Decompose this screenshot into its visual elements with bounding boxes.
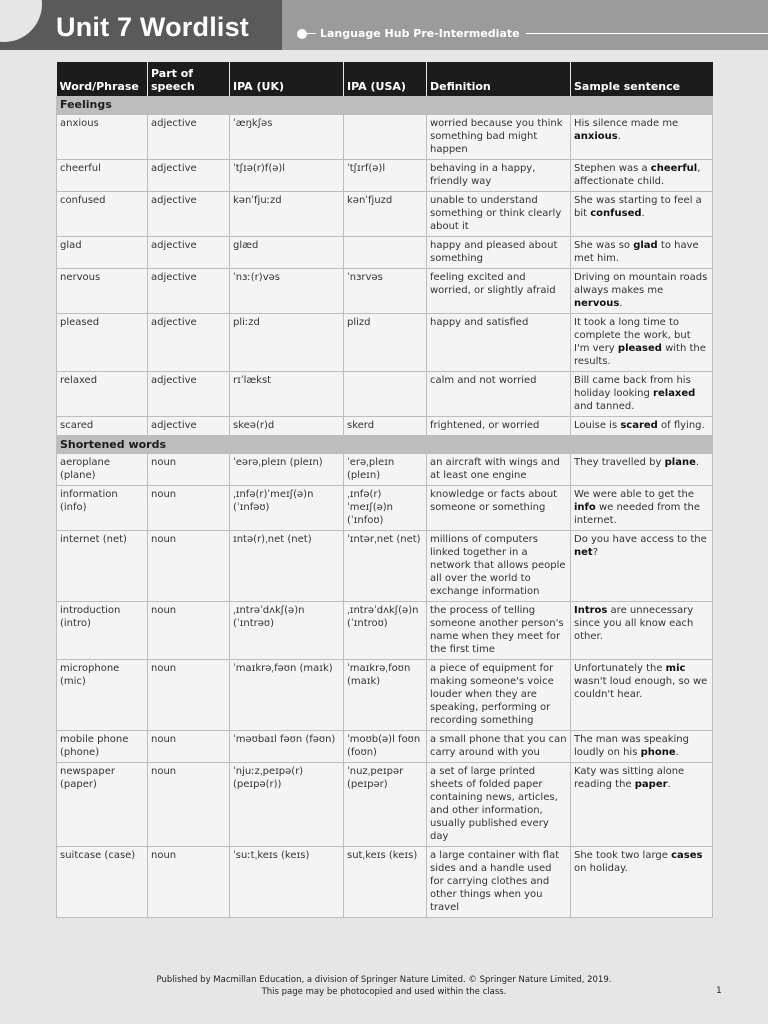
bullet-dot-icon — [297, 29, 307, 39]
ipa-us-cell: ˌɪntrəˈdʌkʃ(ə)n (ˈɪntroʊ) — [344, 601, 427, 659]
definition-cell: an aircraft with wings and at least one engine — [427, 453, 571, 485]
table-row — [57, 530, 713, 601]
ipa-uk-cell: ˈməʊbaɪl fəʊn (fəʊn) — [230, 730, 344, 762]
sentence-text: , affectionate child. — [574, 162, 701, 187]
word-cell: scared — [57, 416, 148, 435]
definition-cell: worried because you think something bad might happen — [427, 114, 571, 159]
sentence-keyword: Intros — [574, 604, 608, 616]
ipa-us-cell: ˈmaɪkrəˌfoʊn (maɪk) — [344, 659, 427, 730]
sentence-text: Stephen was a — [574, 162, 651, 174]
ipa-us-cell: ˈtʃɪrf(ə)l — [344, 159, 427, 191]
part-of-speech-cell: noun — [148, 485, 230, 530]
ipa-uk-cell: glæd — [230, 236, 344, 268]
ipa-uk-cell: ˌɪntrəˈdʌkʃ(ə)n (ˈɪntrəʊ) — [230, 601, 344, 659]
word-cell: suitcase (case) — [57, 846, 148, 917]
sentence-text: Do you have access to the — [574, 533, 707, 545]
ipa-uk-cell: ˈæŋkʃəs — [230, 114, 344, 159]
sentence-text: . — [617, 130, 621, 142]
sample-sentence-cell — [571, 485, 713, 530]
part-of-speech-cell: adjective — [148, 416, 230, 435]
sample-sentence-cell — [571, 730, 713, 762]
sentence-text: to have met him. — [574, 239, 699, 264]
bullet-line — [304, 33, 316, 34]
word-cell: nervous — [57, 268, 148, 313]
table-row — [57, 659, 713, 730]
sentence-text: . — [619, 297, 623, 309]
part-of-speech-cell: adjective — [148, 313, 230, 371]
wordlist-table — [56, 62, 713, 918]
sentence-text: Louise is — [574, 419, 621, 431]
sentence-keyword: confused — [590, 207, 642, 219]
page-header — [0, 0, 768, 50]
sample-sentence-cell — [571, 159, 713, 191]
definition-cell: knowledge or facts about someone or something — [427, 485, 571, 530]
ipa-uk-cell: ɪntə(r)ˌnet (net) — [230, 530, 344, 601]
sentence-text: She was starting to feel a bit — [574, 194, 702, 219]
definition-cell: frightened, or worried — [427, 416, 571, 435]
sample-sentence-cell — [571, 313, 713, 371]
sentence-text: We were able to get the — [574, 488, 694, 500]
sample-sentence-cell — [571, 236, 713, 268]
sentence-text: Bill came back from his holiday looking — [574, 374, 691, 399]
ipa-us-cell — [344, 114, 427, 159]
subtitle-bar — [282, 0, 768, 50]
table-row — [57, 730, 713, 762]
ipa-us-cell: sutˌkeɪs (keɪs) — [344, 846, 427, 917]
word-cell: confused — [57, 191, 148, 236]
table-row — [57, 236, 713, 268]
part-of-speech-cell: adjective — [148, 114, 230, 159]
table-row — [57, 846, 713, 917]
sentence-keyword: anxious — [574, 130, 618, 142]
ipa-uk-cell: pliːzd — [230, 313, 344, 371]
section-title: Feelings — [57, 96, 713, 114]
page-footer — [0, 974, 768, 998]
column-header: Word/Phrase — [57, 62, 148, 96]
page-number: 1 — [716, 986, 722, 996]
word-cell: newspaper (paper) — [57, 762, 148, 846]
table-header-row — [57, 62, 713, 96]
table-row — [57, 601, 713, 659]
word-cell: introduction (intro) — [57, 601, 148, 659]
ipa-uk-cell: ˈsuːtˌkeɪs (keɪs) — [230, 846, 344, 917]
sample-sentence-cell — [571, 453, 713, 485]
sample-sentence-cell — [571, 191, 713, 236]
table-row — [57, 485, 713, 530]
course-subtitle: Language Hub Pre-Intermediate — [320, 27, 520, 40]
ipa-uk-cell: ˈnɜː(r)vəs — [230, 268, 344, 313]
ipa-uk-cell: kənˈfjuːzd — [230, 191, 344, 236]
sentence-keyword: nervous — [574, 297, 620, 309]
sample-sentence-cell — [571, 846, 713, 917]
ipa-us-cell — [344, 236, 427, 268]
ipa-us-cell — [344, 371, 427, 416]
table-row — [57, 114, 713, 159]
column-header: Sample sentence — [571, 62, 713, 96]
sample-sentence-cell — [571, 762, 713, 846]
sentence-keyword: cases — [671, 849, 703, 861]
part-of-speech-cell: adjective — [148, 159, 230, 191]
ipa-uk-cell: ˈmaɪkrəˌfəʊn (maɪk) — [230, 659, 344, 730]
part-of-speech-cell: noun — [148, 730, 230, 762]
sample-sentence-cell — [571, 416, 713, 435]
ipa-us-cell: ˈmoʊb(ə)l foʊn (foʊn) — [344, 730, 427, 762]
ipa-us-cell: ˈnuzˌpeɪpər (peɪpər) — [344, 762, 427, 846]
table-row — [57, 191, 713, 236]
definition-cell: feeling excited and worried, or slightly afraid — [427, 268, 571, 313]
sentence-text: with the results. — [574, 342, 706, 367]
part-of-speech-cell: noun — [148, 601, 230, 659]
ipa-uk-cell: ˌɪnfə(r)ˈmeɪʃ(ə)n (ˈɪnfəʊ) — [230, 485, 344, 530]
sample-sentence-cell — [571, 371, 713, 416]
sentence-keyword: plane — [664, 456, 696, 468]
sentence-text: It took a long time to complete the work, but I'm very — [574, 316, 691, 354]
page-title: Unit 7 Wordlist — [56, 12, 250, 42]
sentence-keyword: glad — [633, 239, 658, 251]
section-header-row — [57, 435, 713, 453]
ipa-uk-cell: ˈeərəˌpleɪn (pleɪn) — [230, 453, 344, 485]
ipa-us-cell: plizd — [344, 313, 427, 371]
part-of-speech-cell: adjective — [148, 371, 230, 416]
part-of-speech-cell: adjective — [148, 236, 230, 268]
sentence-text: . — [641, 207, 645, 219]
part-of-speech-cell: noun — [148, 659, 230, 730]
sentence-text: and tanned. — [574, 400, 635, 412]
sentence-keyword: scared — [620, 419, 658, 431]
definition-cell: a piece of equipment for making someone's voice louder when they are speaking, performing or recording something — [427, 659, 571, 730]
ipa-uk-cell: ˈnjuːzˌpeɪpə(r) (peɪpə(r)) — [230, 762, 344, 846]
photocopy-notice: This page may be photocopied and used within the class. — [261, 987, 507, 997]
sentence-text: She took two large — [574, 849, 672, 861]
sentence-text: She was so — [574, 239, 634, 251]
column-header: IPA (UK) — [230, 62, 344, 96]
sample-sentence-cell — [571, 268, 713, 313]
part-of-speech-cell: noun — [148, 846, 230, 917]
sentence-text: Unfortunately the — [574, 662, 666, 674]
part-of-speech-cell: noun — [148, 530, 230, 601]
ipa-us-cell: ˌɪnfə(r)ˈmeɪʃ(ə)n (ˈɪnfoʊ) — [344, 485, 427, 530]
ipa-us-cell: ˈerəˌpleɪn (pleɪn) — [344, 453, 427, 485]
part-of-speech-cell: adjective — [148, 191, 230, 236]
sentence-text: wasn't loud enough, so we couldn't hear. — [574, 675, 708, 700]
definition-cell: happy and pleased about something — [427, 236, 571, 268]
word-cell: pleased — [57, 313, 148, 371]
word-cell: relaxed — [57, 371, 148, 416]
table-row — [57, 371, 713, 416]
ipa-uk-cell: rɪˈlækst — [230, 371, 344, 416]
sample-sentence-cell — [571, 530, 713, 601]
part-of-speech-cell: adjective — [148, 268, 230, 313]
sentence-keyword: cheerful — [650, 162, 698, 174]
table-row — [57, 762, 713, 846]
definition-cell: happy and satisfied — [427, 313, 571, 371]
sentence-text: on holiday. — [574, 862, 628, 874]
word-cell: mobile phone (phone) — [57, 730, 148, 762]
sentence-text: ? — [592, 546, 598, 558]
ipa-uk-cell: ˈtʃɪə(r)f(ə)l — [230, 159, 344, 191]
definition-cell: a small phone that you can carry around with you — [427, 730, 571, 762]
sentence-text: are unnecessary since you all know each other. — [574, 604, 694, 642]
ipa-us-cell: kənˈfjuzd — [344, 191, 427, 236]
table-row — [57, 416, 713, 435]
sentence-keyword: info — [574, 501, 596, 513]
word-cell: anxious — [57, 114, 148, 159]
sentence-keyword: pleased — [617, 342, 662, 354]
definition-cell: a large container with flat sides and a handle used for carrying clothes and other things when you travel — [427, 846, 571, 917]
definition-cell: the process of telling someone another person's name when they meet for the first time — [427, 601, 571, 659]
sample-sentence-cell — [571, 659, 713, 730]
sentence-keyword: net — [574, 546, 593, 558]
table-row — [57, 268, 713, 313]
sample-sentence-cell — [571, 114, 713, 159]
ipa-uk-cell: skeə(r)d — [230, 416, 344, 435]
word-cell: information (info) — [57, 485, 148, 530]
ipa-us-cell: ˈnɜrvəs — [344, 268, 427, 313]
word-cell: aeroplane (plane) — [57, 453, 148, 485]
subtitle-rule — [526, 33, 768, 34]
definition-cell: behaving in a happy, friendly way — [427, 159, 571, 191]
word-cell: microphone (mic) — [57, 659, 148, 730]
part-of-speech-cell: noun — [148, 762, 230, 846]
sentence-text: His silence made me — [574, 117, 679, 129]
section-header-row — [57, 96, 713, 114]
sentence-keyword: phone — [640, 746, 676, 758]
table-row — [57, 453, 713, 485]
column-header: Part of speech — [148, 62, 230, 96]
ipa-us-cell: ˈɪntərˌnet (net) — [344, 530, 427, 601]
sentence-text: Driving on mountain roads always makes me — [574, 271, 708, 296]
column-header: IPA (USA) — [344, 62, 427, 96]
definition-cell: unable to understand something or think clearly about it — [427, 191, 571, 236]
sentence-text: . — [695, 456, 700, 468]
definition-cell: calm and not worried — [427, 371, 571, 416]
part-of-speech-cell: noun — [148, 453, 230, 485]
definition-cell: a set of large printed sheets of folded paper containing news, articles, and other information, usually published every day — [427, 762, 571, 846]
sentence-text: Katy was sitting alone reading the — [574, 765, 685, 790]
word-cell: internet (net) — [57, 530, 148, 601]
sentence-text: The man was speaking loudly on his — [574, 733, 689, 758]
sentence-text: of flying. — [657, 419, 705, 431]
sentence-text: They travelled by — [574, 456, 665, 468]
word-cell: glad — [57, 236, 148, 268]
sentence-keyword: paper — [634, 778, 668, 790]
table-row — [57, 313, 713, 371]
definition-cell: millions of computers linked together in a network that allows people all over the world to exchange information — [427, 530, 571, 601]
sample-sentence-cell — [571, 601, 713, 659]
sentence-text: we needed from the internet. — [574, 501, 700, 526]
sentence-keyword: relaxed — [653, 387, 696, 399]
word-cell: cheerful — [57, 159, 148, 191]
section-title: Shortened words — [57, 435, 713, 453]
sentence-keyword: mic — [665, 662, 686, 674]
publisher-notice: Published by Macmillan Education, a division of Springer Nature Limited. © Springer Nature Limited, 2019. — [156, 975, 612, 985]
sentence-text: . — [675, 746, 679, 758]
column-header: Definition — [427, 62, 571, 96]
table-body — [57, 96, 713, 917]
ipa-us-cell: skerd — [344, 416, 427, 435]
table-row — [57, 159, 713, 191]
sentence-text: . — [667, 778, 671, 790]
